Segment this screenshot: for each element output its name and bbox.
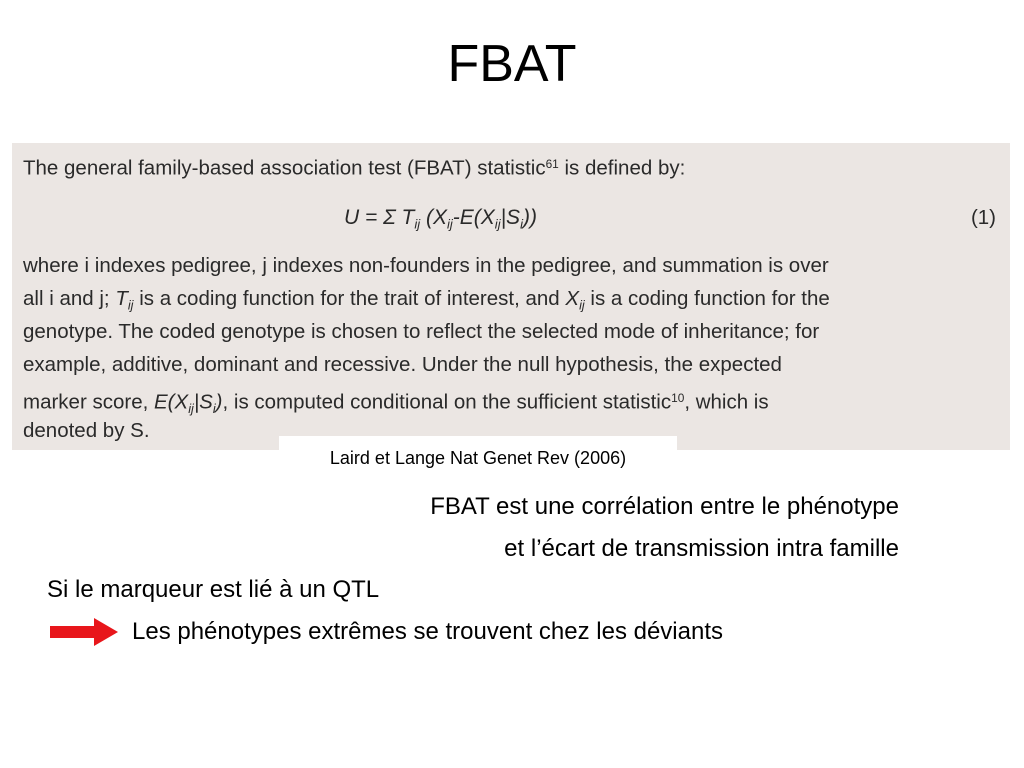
slide-title: FBAT (447, 35, 577, 93)
paper-excerpt (12, 143, 1010, 450)
fbat-formula: U = Σ $T_{ij}$ $(X_{ij}-E(X_{ij}|S_i))$ (344, 206, 537, 232)
body-line-1: FBAT est une corrélation entre le phénotype (430, 493, 899, 520)
body-line-3: Si le marqueur est lié à un QTL (47, 576, 380, 603)
formula-number: (1) (970, 206, 996, 229)
excerpt-line-2: where i indexes pedigree, j indexes non-founders in the pedigree, and summation is over (23, 254, 829, 277)
excerpt-line-6: marker score, $E(X_{ij}|S_i)$, is computed conditional on the sufficient statistic$^{10}$, which is (23, 390, 769, 416)
excerpt-line-3: all i and j; $T_{ij}$ is a coding function for the trait of interest, and $X_{ij}$ is a coding function for the (23, 287, 830, 313)
right-arrow-icon (48, 617, 120, 647)
body-line-2: et l’écart de transmission intra famille (504, 535, 899, 562)
excerpt-line-1: The general family-based association test (FBAT) statistic$^{61}$ is defined by: (23, 156, 686, 180)
excerpt-line-4: genotype. The coded genotype is chosen to reflect the selected mode of inheritance; for (23, 320, 820, 343)
excerpt-line-7: denoted by S. (23, 419, 150, 442)
arrow-shape (50, 618, 118, 646)
citation: Laird et Lange Nat Genet Rev (2006) (279, 436, 677, 476)
excerpt-line-5: example, additive, dominant and recessive. Under the null hypothesis, the expected (23, 353, 782, 376)
body-line-4: Les phénotypes extrêmes se trouvent chez les déviants (132, 618, 723, 645)
